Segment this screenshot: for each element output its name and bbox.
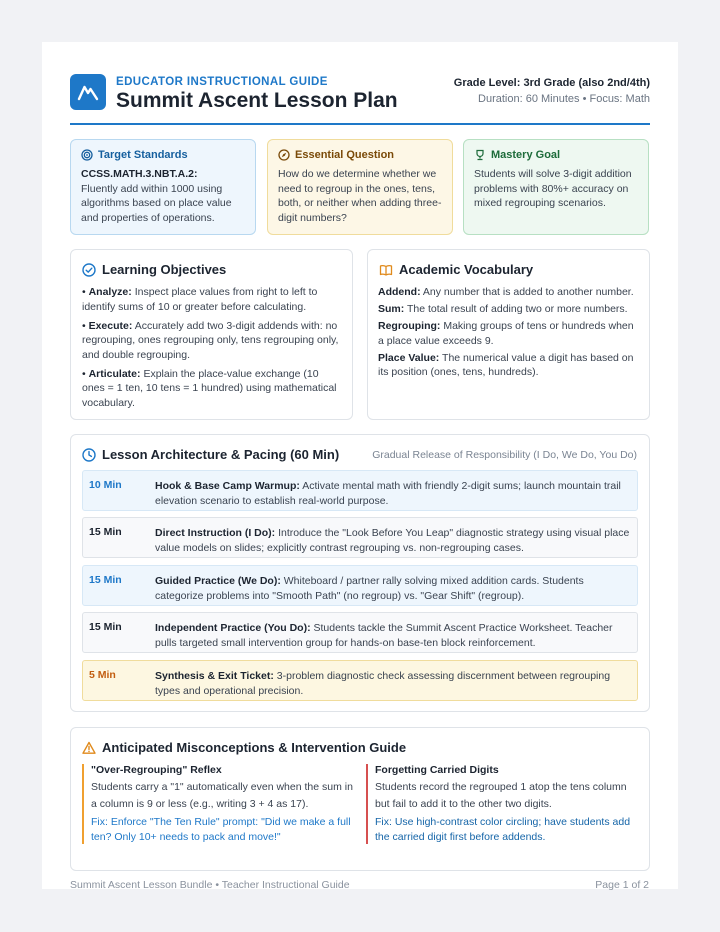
standards-card: [70, 139, 256, 235]
pacing-row: [82, 660, 638, 701]
standards-code: CCSS.MATH.3.NBT.A.2:: [81, 168, 198, 180]
pacing-desc: Guided Practice (We Do): Whiteboard / partner rally solving mixed addition cards. Students categorize problems into "Smooth Path" (no regroup) vs. "Gear Shift" (regroup).: [155, 575, 584, 602]
page-header: [70, 74, 650, 126]
book-icon: [379, 263, 393, 277]
pacing-row: [82, 612, 638, 653]
question-title: Essential Question: [295, 149, 395, 161]
misconceptions-title: Anticipated Misconceptions & Intervention Guide: [102, 740, 407, 755]
vocabulary-title: Academic Vocabulary: [399, 262, 534, 277]
warning-icon: [82, 741, 96, 755]
learning-objectives-box: [70, 249, 353, 420]
vocabulary-list: [378, 285, 642, 382]
pacing-time: 15 Min: [89, 526, 122, 538]
objectives-title: Learning Objectives: [102, 262, 227, 277]
grade-level: Grade Level: 3rd Grade (also 2nd/4th): [453, 77, 650, 89]
page-title: Summit Ascent Lesson Plan: [116, 89, 398, 112]
academic-vocabulary-box: [367, 249, 650, 420]
list-item: • Articulate: Explain the place-value exchange (10 ones = 1 ten, 10 tens = 1 hundred) using mathematical vocabulary.: [82, 367, 344, 411]
pacing-row: [82, 565, 638, 606]
pacing-desc: Hook & Base Camp Warmup: Activate mental math with friendly 2-digit sums; launch mountain trail elevation scenario to establish real-world purpose.: [155, 480, 621, 507]
misconception-title: "Over-Regrouping" Reflex: [91, 764, 222, 776]
standards-title: Target Standards: [98, 149, 188, 161]
pacing-row: [82, 517, 638, 558]
architecture-subtitle: Gradual Release of Responsibility (I Do, We Do, You Do): [372, 449, 637, 461]
target-icon: [81, 149, 93, 161]
compass-icon: [278, 149, 290, 161]
check-circle-icon: [82, 263, 96, 277]
list-item: Place Value: The numerical value a digit has based on its position (ones, tens, hundreds).: [378, 351, 634, 378]
pacing-time: 10 Min: [89, 479, 122, 491]
misconception-title: Forgetting Carried Digits: [375, 764, 499, 776]
misconception-desc: Students record the regrouped 1 atop the tens column but fail to add it to the other two digits.: [375, 781, 627, 810]
header-divider: [70, 123, 650, 125]
lesson-architecture-box: [70, 434, 650, 712]
pacing-time: 5 Min: [89, 669, 116, 681]
trophy-icon: [474, 149, 486, 161]
list-item: • Execute: Accurately add two 3-digit addends with: no regrouping, ones regrouping only, tens regrouping only, and double regrouping.: [82, 319, 344, 363]
pacing-desc: Independent Practice (You Do): Students tackle the Summit Ascent Practice Worksheet. Teacher pulls targeted small intervention group for hands-on base-ten block reinforcement.: [155, 622, 613, 649]
pacing-time: 15 Min: [89, 574, 122, 586]
duration-focus: Duration: 60 Minutes • Focus: Math: [478, 93, 650, 105]
misconceptions-box: [70, 727, 650, 871]
footer-left: Summit Ascent Lesson Bundle • Teacher Instructional Guide: [70, 879, 350, 891]
lesson-plan-page: [42, 42, 678, 889]
misconception-fix: Fix: Enforce "The Ten Rule" prompt: "Did we make a full ten? Only 10+ needs to pack and move!": [91, 816, 351, 843]
pacing-desc: Synthesis & Exit Ticket: 3-problem diagnostic check assessing discernment between regrouping types and operational precision.: [155, 670, 611, 697]
misconception-item: [366, 764, 638, 844]
misconception-desc: Students carry a "1" automatically even when the sum in a column is 9 or less (e.g., writing 3 + 4 as 17).: [91, 781, 353, 810]
pacing-time: 15 Min: [89, 621, 122, 633]
pacing-desc: Direct Instruction (I Do): Introduce the "Look Before You Leap" diagnostic strategy using visual place value models on slides; explicitly contrast regrouping vs. non-regrouping cases.: [155, 527, 630, 554]
standards-body: Fluently add within 1000 using algorithms based on place value and properties of operations.: [81, 182, 232, 224]
guide-eyebrow: EDUCATOR INSTRUCTIONAL GUIDE: [116, 76, 328, 88]
clock-icon: [82, 448, 96, 462]
essential-question-card: [267, 139, 453, 235]
list-item: • Analyze: Inspect place values from right to left to identify sums of 10 or greater before calculating.: [82, 285, 344, 314]
mastery-goal-card: [463, 139, 649, 235]
misconception-item: [82, 764, 354, 844]
objectives-list: [82, 285, 344, 415]
list-item: Addend: Any number that is added to another number.: [378, 286, 634, 298]
pacing-row: [82, 470, 638, 511]
question-body: How do we determine whether we need to regroup in the ones, tens, both, or neither when adding three-digit numbers?: [278, 168, 442, 224]
mastery-body: Students will solve 3-digit addition problems with 80%+ accuracy on mixed regrouping scenarios.: [474, 168, 632, 209]
mastery-title: Mastery Goal: [491, 149, 561, 161]
mountain-icon: [70, 74, 106, 110]
list-item: Regrouping: Making groups of tens or hundreds when a place value exceeds 9.: [378, 320, 634, 347]
misconception-fix: Fix: Use high-contrast color circling; have students add the carried digit first before addends.: [375, 816, 631, 843]
list-item: Sum: The total result of adding two or more numbers.: [378, 303, 628, 315]
footer-page-number: Page 1 of 2: [595, 879, 649, 891]
architecture-title: Lesson Architecture & Pacing (60 Min): [102, 447, 340, 462]
